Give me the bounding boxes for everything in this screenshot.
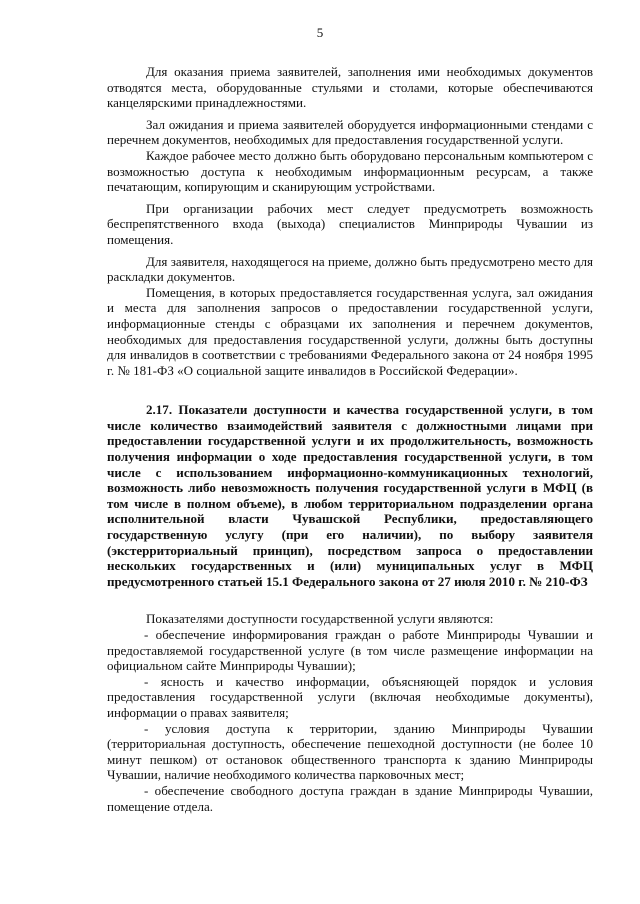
intro-line: Показателями доступности государственной услуги являются: [146, 611, 494, 627]
document-body [107, 64, 593, 814]
page-number: 5 [316, 25, 324, 40]
list-item: - обеспечение информирования граждан о работе Минприроды Чувашии и предоставляемой государственной услуге (в том числе размещение информации на официальном сайте Минприроды Чувашии); [107, 627, 593, 674]
paragraph: Зал ожидания и приема заявителей оборудуется информационными стендами с перечнем документов, необходимых для предоставления государственной услуги. [107, 116, 593, 148]
list-item: - ясность и качество информации, объясняющей порядок и условия предоставления государственной услуги (включая необходимые документы), информации о правах заявителя; [107, 673, 593, 720]
list-item: - обеспечение свободного доступа граждан в здание Минприроды Чувашии, помещение отдела. [107, 782, 593, 814]
section-heading: 2.17. Показатели доступности и качества государственной услуги, в том числе количество взаимодействий заявителя с должностными лицами при предоставлении государственной услуги и их продолжительность, возможность получения информации о ходе предоставления государственной услуги, в том числе с использованием информационно-коммуникационных технологий, возможность либо невозможность получения государственной услуги в МФЦ (в том числе в полном объеме), в любом территориальном подразделении органа исполнительной власти Чувашской Республики, предоставляющего государственную услугу (при его наличии), по выбору заявителя (экстерриториальный принцип), посредством запроса о предоставлении нескольких государственных и (или) муниципальных услуг в МФЦ предусмотренного статьей 15.1 Федерального закона от 27 июля 2010 г. № 210-ФЗ [107, 402, 593, 589]
paragraph: Каждое рабочее место должно быть оборудовано персональным компьютером с возможностью доступа к необходимым информационным ресурсам, а также печатающим, копирующим и сканирующим устройствами. [107, 147, 593, 195]
list-item: - условия доступа к территории, зданию Минприроды Чувашии (территориальная доступность, обеспечение пешеходной доступности (не более 10 минут пешком) от остановок общественного транспорта к зданию Минприроды Чувашии, наличие необходимого количества парковочных мест; [107, 720, 593, 783]
paragraph: Для заявителя, находящегося на приеме, должно быть предусмотрено место для раскладки документов. [107, 253, 593, 285]
paragraph: Для оказания приема заявителей, заполнения ими необходимых документов отводятся места, оборудованные стульями и столами, которые обеспечиваются канцелярскими принадлежностями. [107, 64, 593, 111]
paragraph: При организации рабочих мест следует предусмотреть возможность беспрепятственного входа (выхода) специалистов Минприроды Чувашии из помещения. [107, 200, 593, 247]
paragraph: Помещения, в которых предоставляется государственная услуга, зал ожидания и места для заполнения запросов о предоставлении государственной услуги, информационные стенды с образцами их заполнения и перечнем документов, необходимых для предоставления государственной услуги, должны быть доступны для инвалидов в соответствии с требованиями Федерального закона от 24 ноября 1995 г. № 181-ФЗ «О социальной защите инвалидов в Российской Федерации». [107, 284, 593, 378]
